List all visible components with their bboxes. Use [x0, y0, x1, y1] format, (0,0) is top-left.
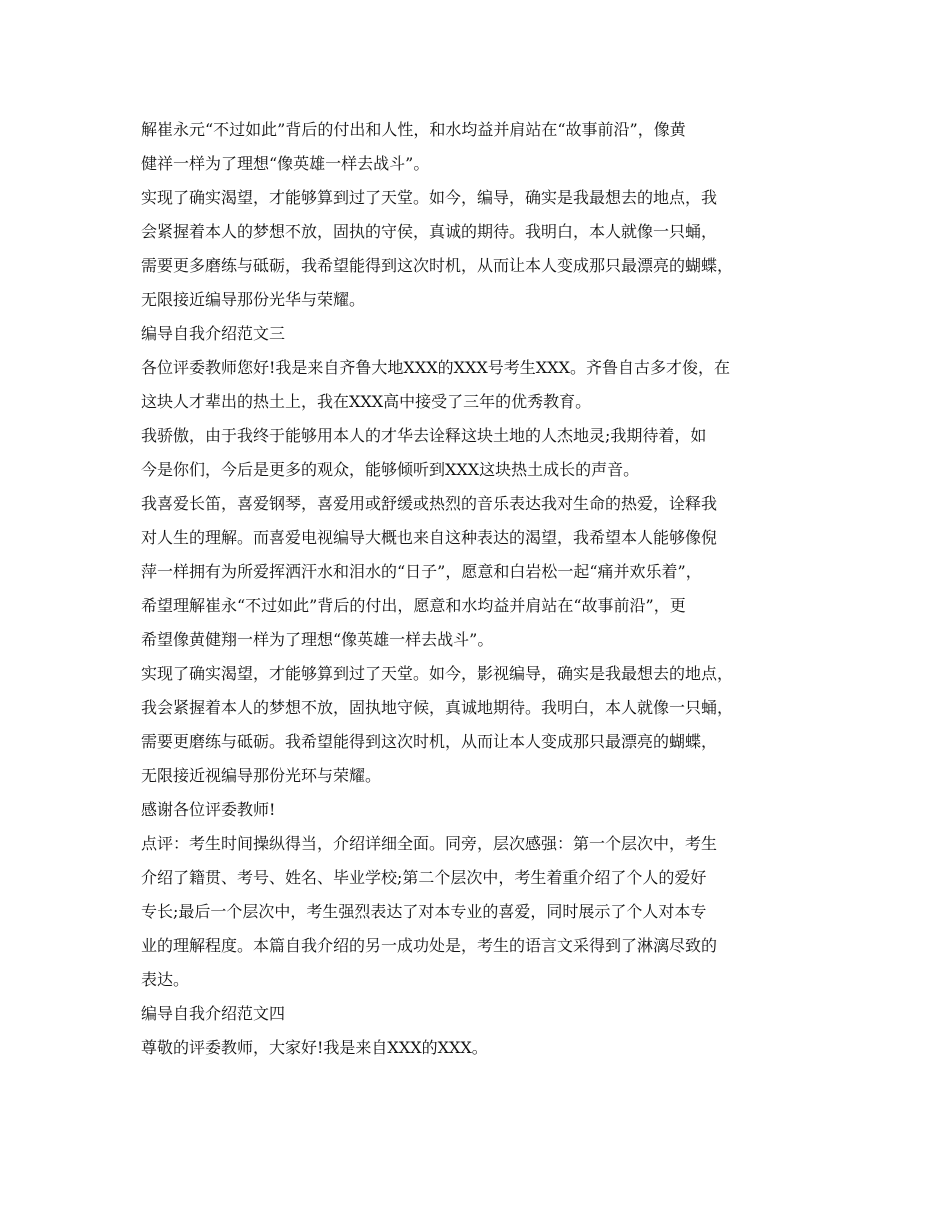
text-line: 无限接近编导那份光华与荣耀。 [141, 290, 366, 309]
text-line: 需要更多磨练与砥砺，我希望能得到这次时机，从而让本人变成那只最漂亮的蝴蝶， [141, 256, 734, 275]
text-line: 尊敬的评委教师，大家好!我是来自XXX的XXX。 [141, 1038, 488, 1057]
text-line: 各位评委教师您好!我是来自齐鲁大地XXX的XXX号考生XXX。齐鲁自古多才俊，在 [141, 358, 730, 377]
text-line: 介绍了籍贯、考号、姓名、毕业学校;第二个层次中，考生着重介绍了个人的爱好 [141, 868, 707, 887]
text-line: 我骄傲，由于我终于能够用本人的才华去诠释这块土地的人杰地灵;我期待着，如 [141, 426, 707, 445]
text-line: 我会紧握着本人的梦想不放，固执地守候，真诚地期待。我明白，本人就像一只蛹， [141, 698, 734, 717]
text-line: 解崔永元“不过如此”背后的付出和人性，和水均益并肩站在“故事前沿”，像黄 [141, 120, 686, 139]
text-line: 专长;最后一个层次中，考生强烈表达了对本专业的喜爱，同时展示了个人对本专 [141, 902, 707, 921]
text-line: 需要更磨练与砥砺。我希望能得到这次时机，从而让本人变成那只最漂亮的蝴蝶， [141, 732, 718, 751]
text-line: 感谢各位评委教师! [141, 800, 276, 819]
text-line: 这块人才辈出的热土上，我在XXX高中接受了三年的优秀教育。 [141, 392, 592, 411]
text-line: 表达。 [141, 970, 190, 989]
text-line: 会紧握着本人的梦想不放，固执的守侯，真诚的期待。我明白，本人就像一只蛹， [141, 222, 718, 241]
text-line: 我喜爱长笛，喜爱钢琴，喜爱用或舒缓或热烈的音乐表达我对生命的热爱，诠释我 [141, 494, 718, 513]
text-line: 点评：考生时间操纵得当，介绍详细全面。同旁，层次感强：第一个层次中，考生 [141, 834, 718, 853]
text-line: 无限接近视编导那份光环与荣耀。 [141, 766, 382, 785]
text-line: 实现了确实渴望，才能够算到过了天堂。如今，编导，确实是我最想去的地点，我 [141, 188, 718, 207]
section-heading: 编导自我介绍范文四 [141, 1004, 286, 1023]
document-body [141, 113, 811, 1065]
section-heading: 编导自我介绍范文三 [141, 324, 286, 343]
text-line: 业的理解程度。本篇自我介绍的另一成功处是，考生的语言文采得到了淋漓尽致的 [141, 936, 718, 955]
text-line: 健祥一样为了理想“像英雄一样去战斗”。 [141, 154, 430, 173]
text-line: 萍一样拥有为所爱挥洒汗水和泪水的“日子”，愿意和白岩松一起“痛并欢乐着”， [141, 562, 702, 581]
text-line: 希望像黄健翔一样为了理想“像英雄一样去战斗”。 [141, 630, 494, 649]
text-line: 实现了确实渴望，才能够算到过了天堂。如今，影视编导，确实是我最想去的地点， [141, 664, 734, 683]
text-line: 今是你们，今后是更多的观众，能够倾听到XXX这块热土成长的声音。 [141, 460, 640, 479]
text-line: 对人生的理解。而喜爱电视编导大概也来自这种表达的渴望，我希望本人能够像倪 [141, 528, 718, 547]
text-line: 希望理解崔永“不过如此”背后的付出，愿意和水均益并肩站在“故事前沿”，更 [141, 596, 686, 615]
